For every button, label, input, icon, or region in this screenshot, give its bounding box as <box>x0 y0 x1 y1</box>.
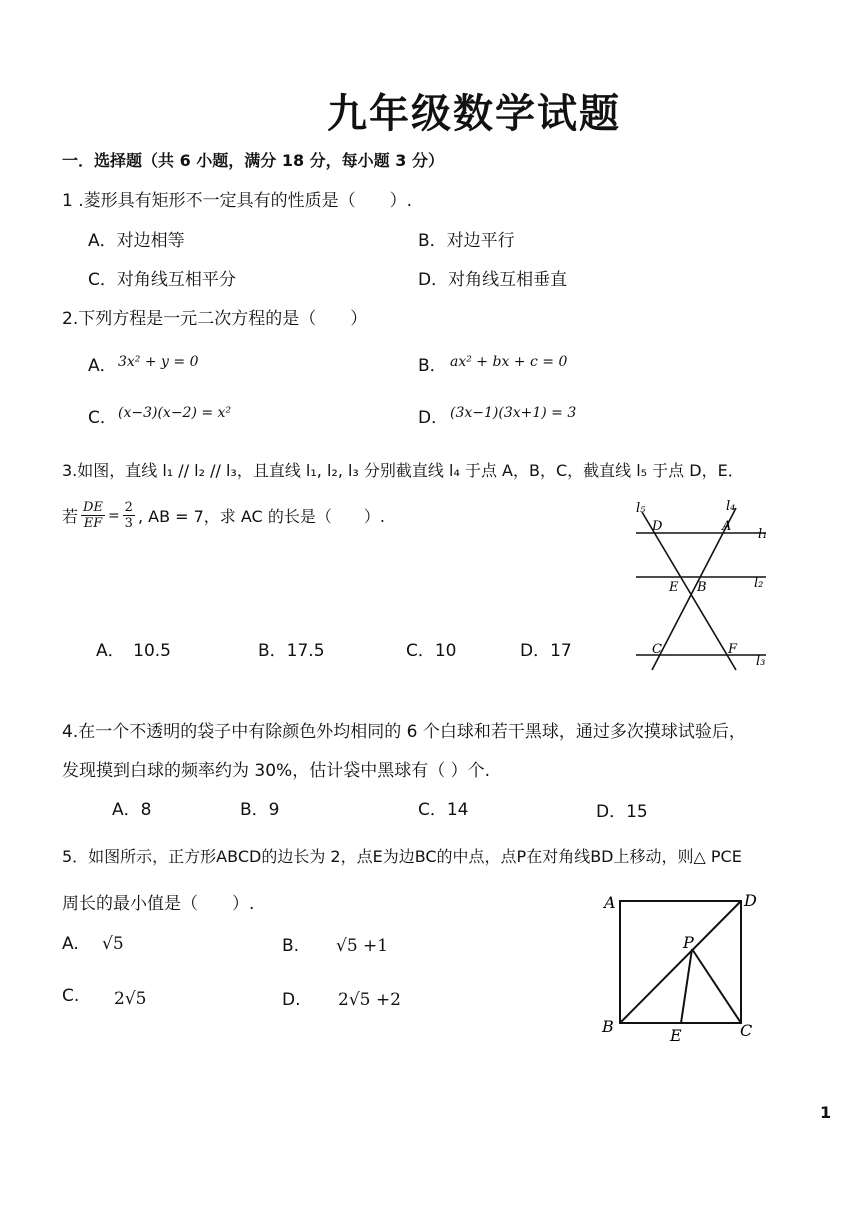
point-b-label: B <box>697 580 707 595</box>
fraction-two-thirds <box>123 500 135 531</box>
page-title: 九年级数学试题 <box>327 91 621 137</box>
question-5-option-d-label: D. <box>282 990 301 1010</box>
question-3-option-d: D．17 <box>520 641 572 661</box>
square-figure <box>596 886 768 1048</box>
question-1-option-b: B．对边平行 <box>418 231 515 251</box>
question-2-option-a-label: A． <box>88 356 117 376</box>
question-3-option-c: C．10 <box>406 641 457 661</box>
vertex-c-label: C <box>740 1021 753 1040</box>
point-f-label: F <box>728 642 738 657</box>
question-5-option-a-expr: √5 <box>102 934 124 954</box>
question-2-option-c-label: C． <box>88 408 117 428</box>
question-1-option-c: C．对角线互相平分 <box>88 270 236 290</box>
label-l1: l₁ <box>758 527 768 542</box>
point-e-label: E <box>669 580 679 595</box>
question-5-line-2: 周长的最小值是（ ）. <box>62 894 255 914</box>
point-p-label: P <box>683 933 694 952</box>
question-4-option-c: C．14 <box>418 800 469 820</box>
vertex-b-label: B <box>602 1017 614 1036</box>
question-2-option-b-expr: ax² + bx + c = 0 <box>450 354 568 370</box>
question-2-option-d-expr: (3x−1)(3x+1) = 3 <box>450 405 577 421</box>
question-3-option-a: A． 10.5 <box>96 641 171 661</box>
question-5-option-b-expr: √5 +1 <box>336 936 389 956</box>
question-5-option-c-expr: 2√5 <box>114 989 147 1009</box>
label-l4: l₄ <box>726 499 736 514</box>
question-3-suffix: , AB = 7，求 AC 的长是（ ）. <box>137 507 385 526</box>
question-3-condition <box>62 500 385 531</box>
question-2-option-c-expr: (x−3)(x−2) = x² <box>118 405 232 421</box>
question-3-stem: 3.如图，直线 l₁ // l₂ // l₃，且直线 l₁, l₂, l₃ 分别截直线 l₄ 于点 A，B，C，截直线 l₅ 于点 D，E． <box>62 461 744 480</box>
question-2-option-b-label: B． <box>418 356 447 376</box>
label-l5: l₅ <box>636 501 646 516</box>
label-l3: l₃ <box>756 654 766 669</box>
question-1-stem: 1 .菱形具有矩形不一定具有的性质是（ ）. <box>62 191 413 211</box>
fraction-de-ef-denominator: EF <box>83 516 103 531</box>
page-number: 1 <box>820 1103 832 1122</box>
point-d-label: D <box>652 519 663 534</box>
question-3-option-b: B．17.5 <box>258 641 325 661</box>
question-5-option-c-label: C. <box>62 986 80 1006</box>
question-5-option-d-expr: 2√5 +2 <box>338 990 401 1010</box>
question-2-option-d-label: D． <box>418 408 449 428</box>
diagonal-bd <box>620 901 741 1023</box>
point-c-label: C <box>652 642 662 657</box>
fraction-two-thirds-numerator: 2 <box>124 500 133 515</box>
point-e-label: E <box>670 1026 682 1045</box>
label-l2: l₂ <box>754 576 764 591</box>
question-4-option-a: A．8 <box>112 800 152 820</box>
question-3-prefix: 若 <box>62 507 79 526</box>
segment-pc <box>692 949 741 1023</box>
question-1-option-a: A．对边相等 <box>88 231 185 251</box>
vertex-d-label: D <box>744 891 757 910</box>
question-4-line-2: 发现摸到白球的频率约为 30%，估计袋中黑球有（ ）个. <box>62 761 490 781</box>
question-4-option-d: D．15 <box>596 802 648 822</box>
question-4-line-1: 4.在一个不透明的袋子中有除颜色外均相同的 6 个白球和若干黑球，通过多次摸球试验后， <box>62 722 746 742</box>
question-5-option-b-label: B. <box>282 936 300 956</box>
question-2-option-a-expr: 3x² + y = 0 <box>118 354 199 370</box>
question-5-line-1: 5．如图所示，正方形ABCD的边长为 2，点E为边BC的中点，点P在对角线BD上移动，则△ PCE <box>62 847 742 866</box>
fraction-de-ef <box>81 500 105 531</box>
vertex-a-label: A <box>604 893 616 912</box>
point-a-label: A <box>722 519 732 534</box>
question-1-option-d: D．对角线互相垂直 <box>418 270 568 290</box>
fraction-de-ef-numerator: DE <box>83 500 103 515</box>
question-2-stem: 2.下列方程是一元二次方程的是（ ） <box>62 309 368 329</box>
parallel-lines-figure <box>618 490 778 675</box>
section-heading: 一．选择题（共 6 小题，满分 18 分，每小题 3 分） <box>62 151 444 170</box>
fraction-two-thirds-denominator: 3 <box>124 516 133 531</box>
equals-sign: = <box>107 507 120 524</box>
question-5-option-a-label: A. <box>62 934 79 954</box>
question-4-option-b: B．9 <box>240 800 280 820</box>
